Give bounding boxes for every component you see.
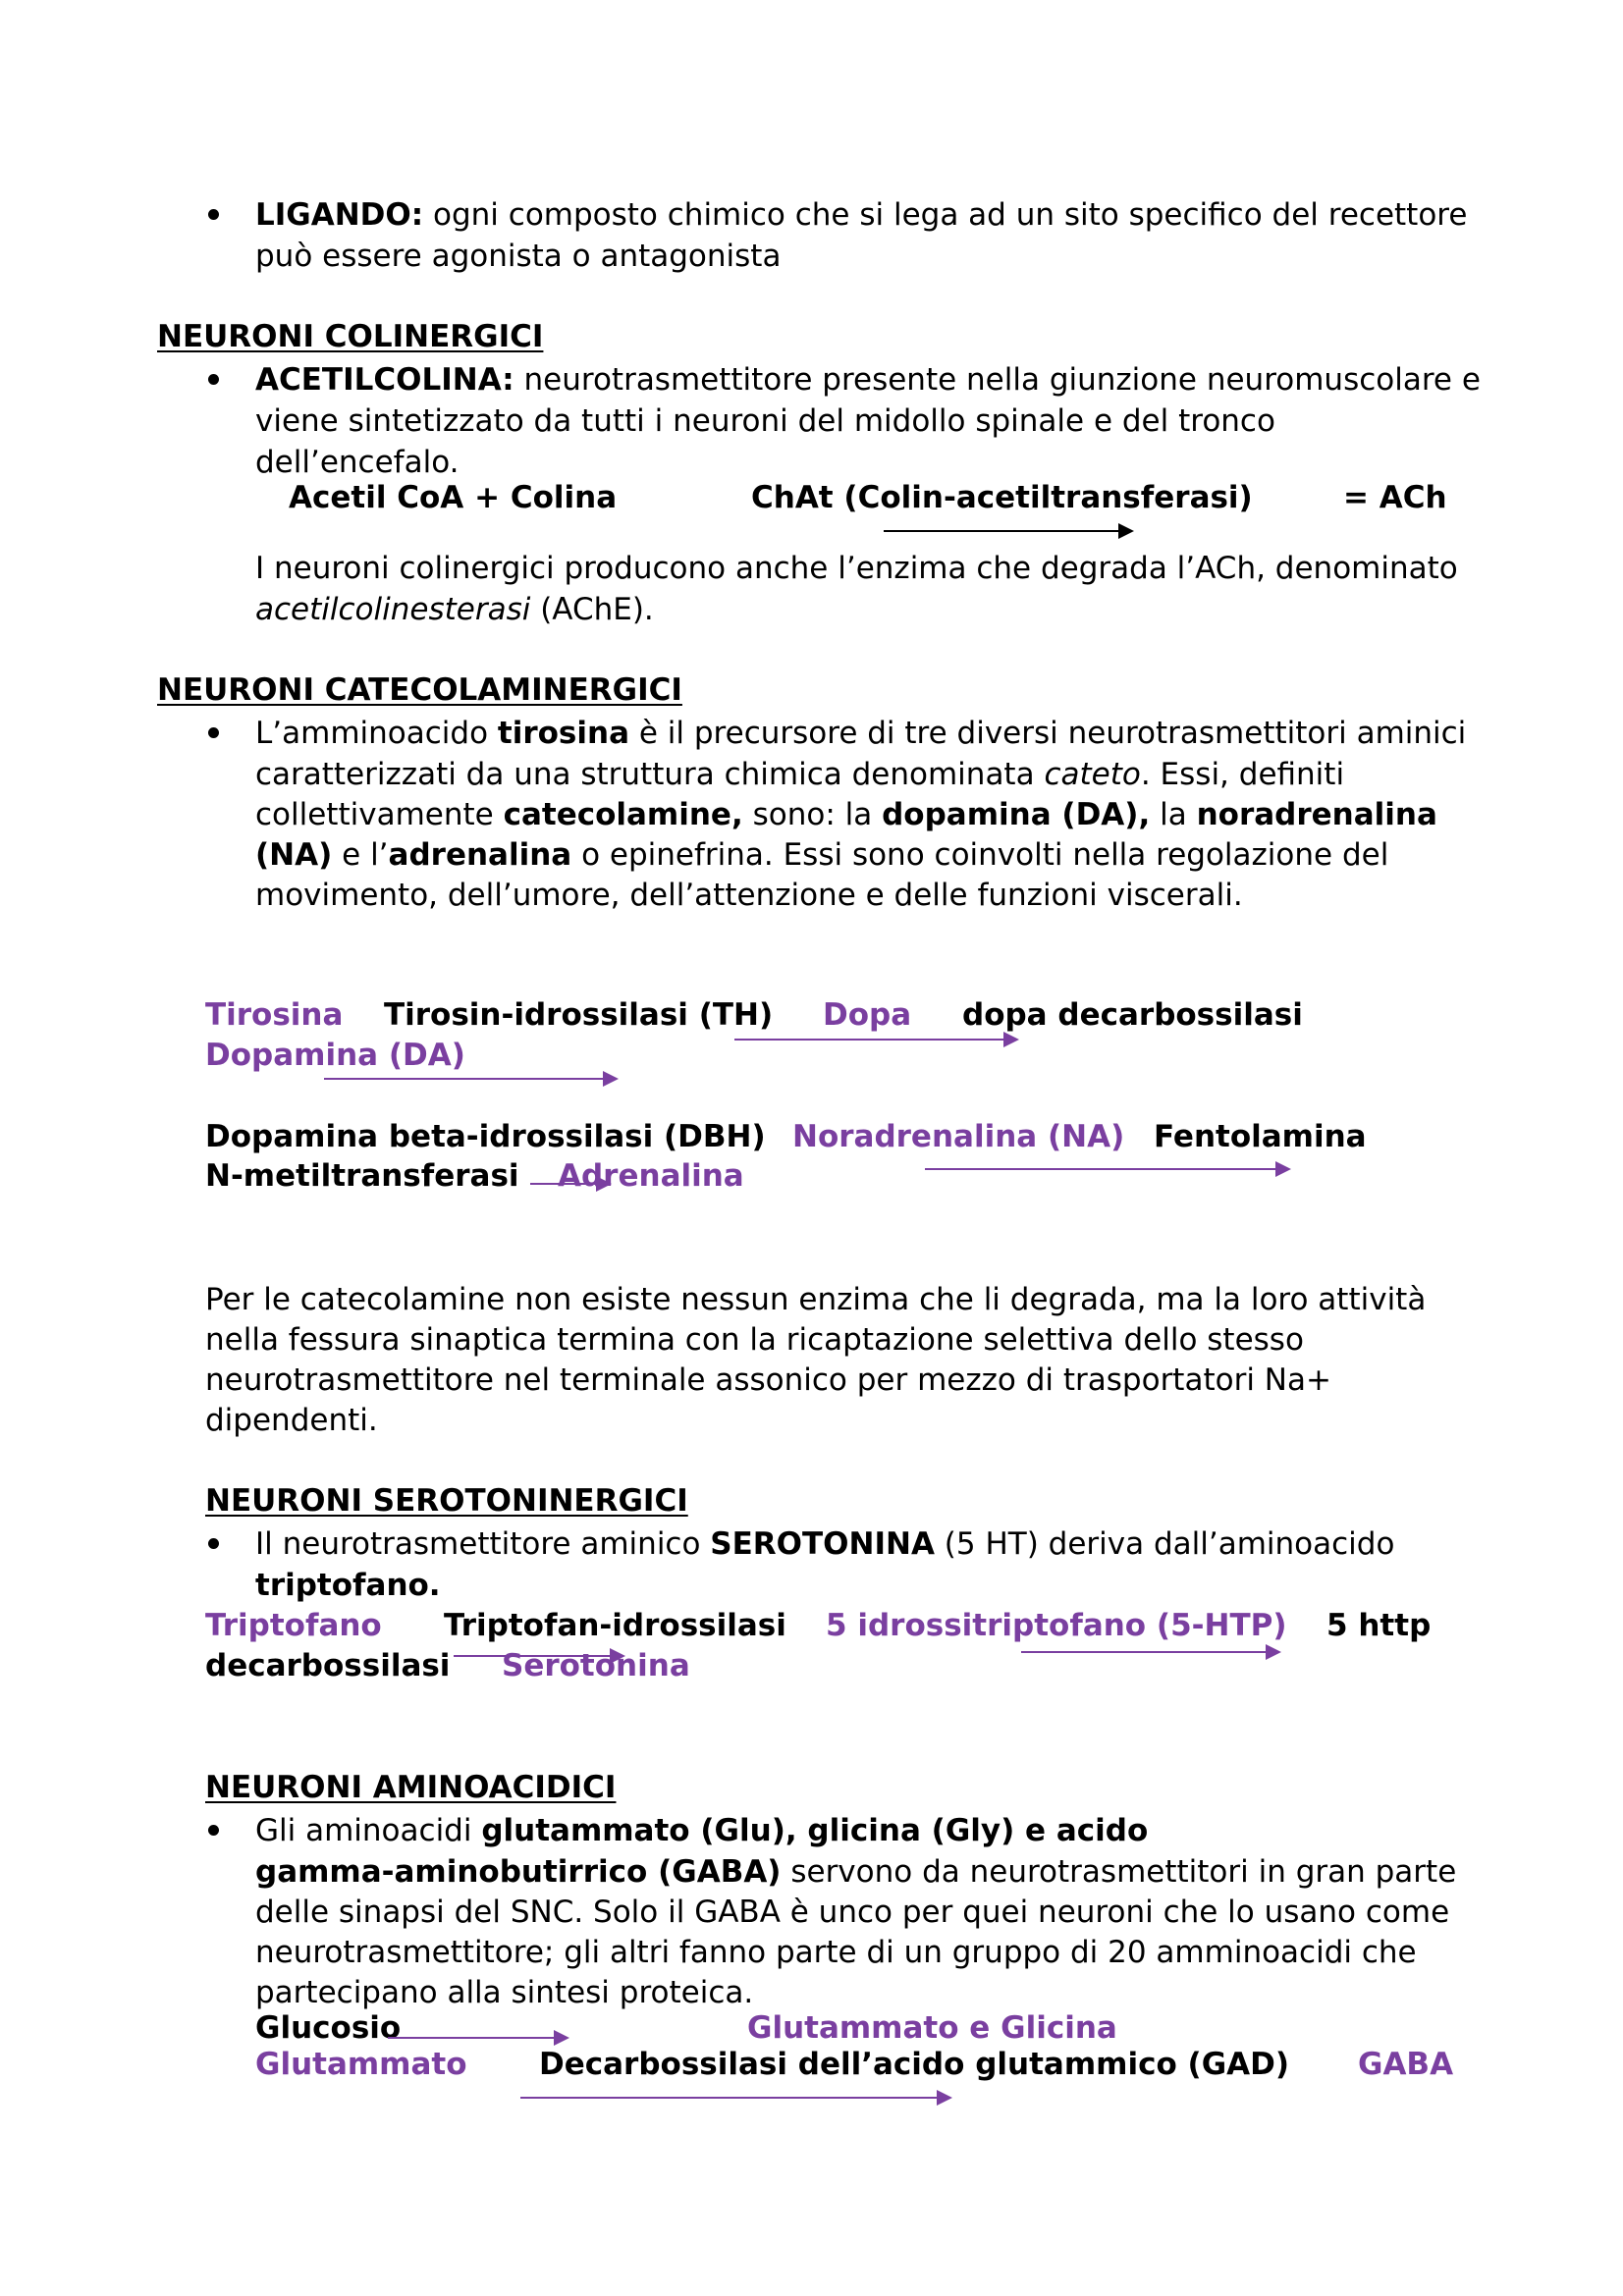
ligando-line-1 <box>255 197 1468 233</box>
pathway-glucosio: Glucosio <box>255 2010 402 2046</box>
catecol-line-2: caratterizzati da una struttura chimica denominata cateto. Essi, definiti <box>255 757 1345 792</box>
pathway-htp: 5 idrossitriptofano (5-HTP) <box>826 1608 1287 1643</box>
reaction-substrate: Acetil CoA + Colina <box>289 480 618 515</box>
acetilcolina-line-1: ACETILCOLINA: neurotrasmettitore presente nella giunzione neuromuscolare e <box>255 362 1481 398</box>
aminoacidi-line-2: gamma-aminobutirrico (GABA) servono da neurotrasmettitori in gran parte <box>255 1854 1457 1890</box>
pathway-dopamina: Dopamina (DA) <box>205 1038 465 1073</box>
pathway-arrow <box>324 1078 604 1080</box>
pathway-glutammato: Glutammato <box>255 2047 467 2082</box>
pathway-arrow <box>530 1183 597 1185</box>
pathway-arrow <box>388 2037 555 2039</box>
pathway-arrow <box>454 1655 611 1657</box>
pathway-gaba: GABA <box>1358 2047 1454 2082</box>
pathway-arrow <box>1021 1651 1267 1653</box>
pathway-th: Tirosin-idrossilasi (TH) <box>384 997 774 1033</box>
acetilcolina-term: ACETILCOLINA: <box>255 362 514 398</box>
heading-aminoacidici: NEURONI AMINOACIDICI <box>205 1770 617 1805</box>
pathway-gad: Decarbossilasi dell’acido glutammico (GAD) <box>539 2047 1290 2082</box>
heading-catecolaminergici: NEURONI CATECOLAMINERGICI <box>157 672 682 708</box>
pathway-tph: Triptofan-idrossilasi <box>444 1608 786 1643</box>
catecol-para-1: Per le catecolamine non esiste nessun enzima che li degrada, ma la loro attività <box>205 1282 1427 1317</box>
bullet <box>208 1538 219 1549</box>
acetilcolina-line-3: dell’encefalo. <box>255 445 460 480</box>
pathway-decarb: decarbossilasi <box>205 1648 451 1683</box>
pathway-serotonina: Serotonina <box>502 1648 690 1683</box>
catecol-para-3: neurotrasmettitore nel terminale assonico per mezzo di trasportatori Na+ <box>205 1362 1331 1398</box>
catecol-para-2: nella fessura sinaptica termina con la ricaptazione selettiva dello stesso <box>205 1322 1304 1358</box>
reaction-product: = ACh <box>1343 480 1447 515</box>
pathway-arrow <box>925 1168 1276 1170</box>
pathway-dbh: Dopamina beta-idrossilasi (DBH) <box>205 1119 766 1154</box>
serotonina-line-2: triptofano. <box>255 1568 441 1603</box>
aminoacidi-line-5: partecipano alla sintesi proteica. <box>255 1975 754 2010</box>
heading-serotoninergici: NEURONI SEROTONINERGICI <box>205 1483 688 1519</box>
bullet <box>208 1825 219 1836</box>
serotonina-line-1: Il neurotrasmettitore aminico SEROTONINA (5 HT) deriva dall’aminoacido <box>255 1526 1395 1562</box>
bullet <box>208 727 219 738</box>
aminoacidi-line-1: Gli aminoacidi glutammato (Glu), glicina (Gly) e acido <box>255 1813 1149 1848</box>
pathway-arrow <box>520 2097 938 2099</box>
ligando-line-2: può essere agonista o antagonista <box>255 239 782 274</box>
catecol-line-1: L’amminoacido tirosina è il precursore di tre diversi neurotrasmettitori aminici <box>255 716 1467 751</box>
pathway-noradrenalina: Noradrenalina (NA) <box>792 1119 1125 1154</box>
pathway-nmetil: N-metiltransferasi <box>205 1158 519 1194</box>
catecol-para-4: dipendenti. <box>205 1403 378 1438</box>
heading-colinergici: NEURONI COLINERGICI <box>157 319 544 354</box>
pathway-triptofano: Triptofano <box>205 1608 382 1643</box>
pathway-http: 5 http <box>1326 1608 1432 1643</box>
colinergici-para-2: acetilcolinesterasi (AChE). <box>255 592 654 627</box>
ligando-term: LIGANDO: <box>255 197 424 233</box>
ligando-text: ogni composto chimico che si lega ad un sito specifico del recettore <box>433 197 1468 233</box>
pathway-glut-glic: Glutammato e Glicina <box>747 2010 1117 2046</box>
aminoacidi-line-4: neurotrasmettitore; gli altri fanno parte di un gruppo di 20 amminoacidi che <box>255 1935 1417 1970</box>
catecol-line-5: movimento, dell’umore, dell’attenzione e delle funzioni viscerali. <box>255 878 1243 913</box>
pathway-tirosina: Tirosina <box>205 997 344 1033</box>
aminoacidi-line-3: delle sinapsi del SNC. Solo il GABA è unco per quei neuroni che lo usano come <box>255 1895 1450 1930</box>
pathway-fentolamina: Fentolamina <box>1154 1119 1367 1154</box>
reaction-arrow <box>884 530 1119 532</box>
bullet <box>208 374 219 385</box>
pathway-dopa: Dopa <box>823 997 912 1033</box>
acetilcolinesterasi-term: acetilcolinesterasi <box>255 592 531 627</box>
pathway-dopa-dec: dopa decarbossilasi <box>962 997 1303 1033</box>
catecol-line-3: collettivamente catecolamine, sono: la dopamina (DA), la noradrenalina <box>255 797 1437 832</box>
bullet <box>208 209 219 220</box>
colinergici-para-1: I neuroni colinergici producono anche l’enzima che degrada l’ACh, denominato <box>255 551 1458 586</box>
catecol-line-4: (NA) e l’adrenalina o epinefrina. Essi sono coinvolti nella regolazione del <box>255 837 1389 873</box>
pathway-adrenalina: Adrenalina <box>558 1158 744 1194</box>
acetilcolina-line-2: viene sintetizzato da tutti i neuroni del midollo spinale e del tronco <box>255 403 1275 439</box>
pathway-arrow <box>734 1039 1004 1041</box>
reaction-enzyme: ChAt (Colin-acetiltransferasi) <box>751 480 1253 515</box>
